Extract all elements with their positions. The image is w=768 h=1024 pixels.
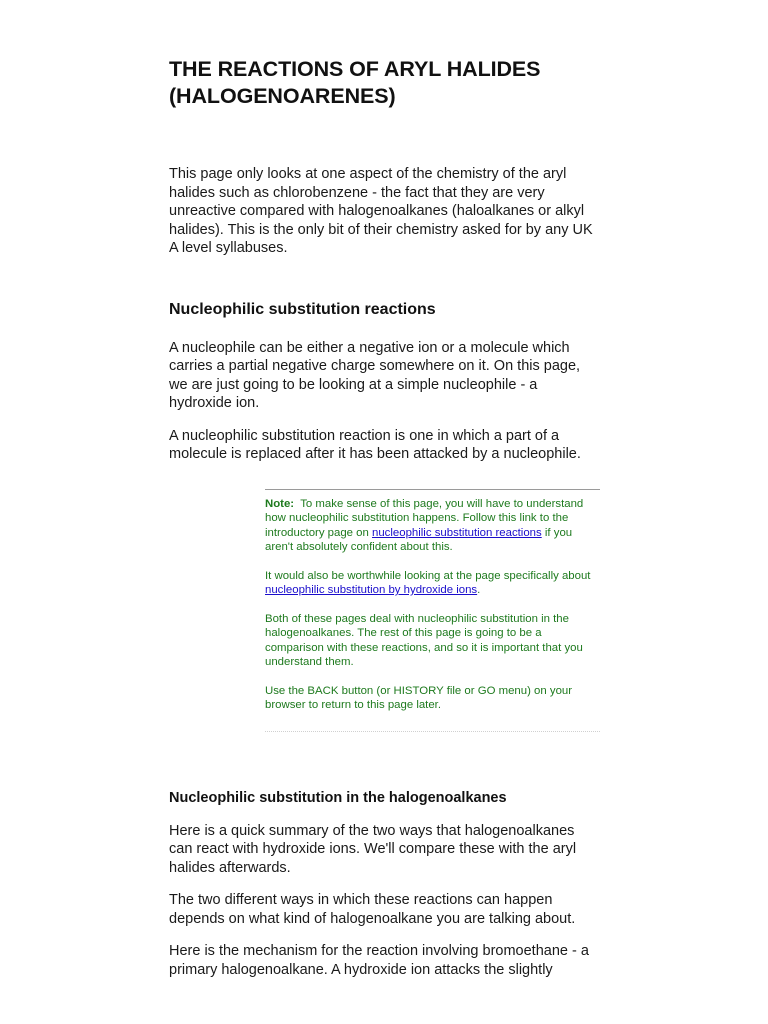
note-paragraph-1	[265, 497, 600, 555]
note-p1-text-before: To make sense of this page, you will have to understand how nucleophilic substitution happens. Follow this link to the introductory page on	[265, 497, 584, 539]
note-p2-text-after: .	[477, 584, 481, 596]
halogenoalkanes-summary-paragraph: Here is a quick summary of the two ways that halogenoalkanes can react with hydroxide ions. We'll compare these with the aryl halides afterwards.	[169, 822, 577, 876]
nucleophile-definition-paragraph: A nucleophile can be either a negative ion or a molecule which carries a partial negative charge somewhere on it. On this page, we are just going to be looking at a simple nucleophile - a hydroxide ion.	[169, 339, 581, 411]
nucleophilic-substitution-reactions-link[interactable]: nucleophilic substitution reactions	[372, 526, 542, 539]
note-box	[265, 489, 600, 732]
intro-paragraph: This page only looks at one aspect of the chemistry of the aryl halides such as chlorobenzene - the fact that they are very unreactive compared with halogenoalkanes (haloalkanes or alkyl halides). This is the only bit of their chemistry asked for by any UK A level syllabuses.	[169, 166, 593, 256]
article	[169, 56, 599, 979]
note-paragraph-3: Both of these pages deal with nucleophilic substitution in the halogenoalkanes. The rest of this page is going to be a comparison with these reactions, and so it is important that you understand them.	[265, 612, 583, 668]
substitution-by-hydroxide-ions-link[interactable]: nucleophilic substitution by hydroxide ions	[265, 584, 478, 596]
note-p1-text-after: if you aren't absolutely confident about this.	[265, 526, 573, 553]
substitution-definition-paragraph: A nucleophilic substitution reaction is one in which a part of a molecule is replaced after it has been attacked by a nucleophile.	[169, 427, 581, 462]
section-heading-halogenoalkanes: Nucleophilic substitution in the halogenoalkanes	[169, 789, 507, 806]
note-p2-text-before: It would also be worthwhile looking at the page specifically about	[265, 569, 591, 582]
page-title	[169, 56, 599, 110]
note-paragraph-4: Use the BACK button (or HISTORY file or GO menu) on your browser to return to this page later.	[265, 684, 573, 711]
note-label: Note:	[265, 497, 295, 510]
page-title-line-2: (HALOGENOARENES)	[169, 84, 396, 108]
bromoethane-mechanism-paragraph: Here is the mechanism for the reaction involving bromoethane - a primary halogenoalkane. A hydroxide ion attacks the slightly	[169, 943, 589, 978]
note-paragraph-2	[265, 569, 600, 598]
page-title-line-1: THE REACTIONS OF ARYL HALIDES	[169, 57, 541, 81]
section-heading-nucleophilic-substitution: Nucleophilic substitution reactions	[169, 300, 436, 318]
two-ways-paragraph: The two different ways in which these reactions can happen depends on what kind of halogenoalkane you are talking about.	[169, 892, 576, 927]
